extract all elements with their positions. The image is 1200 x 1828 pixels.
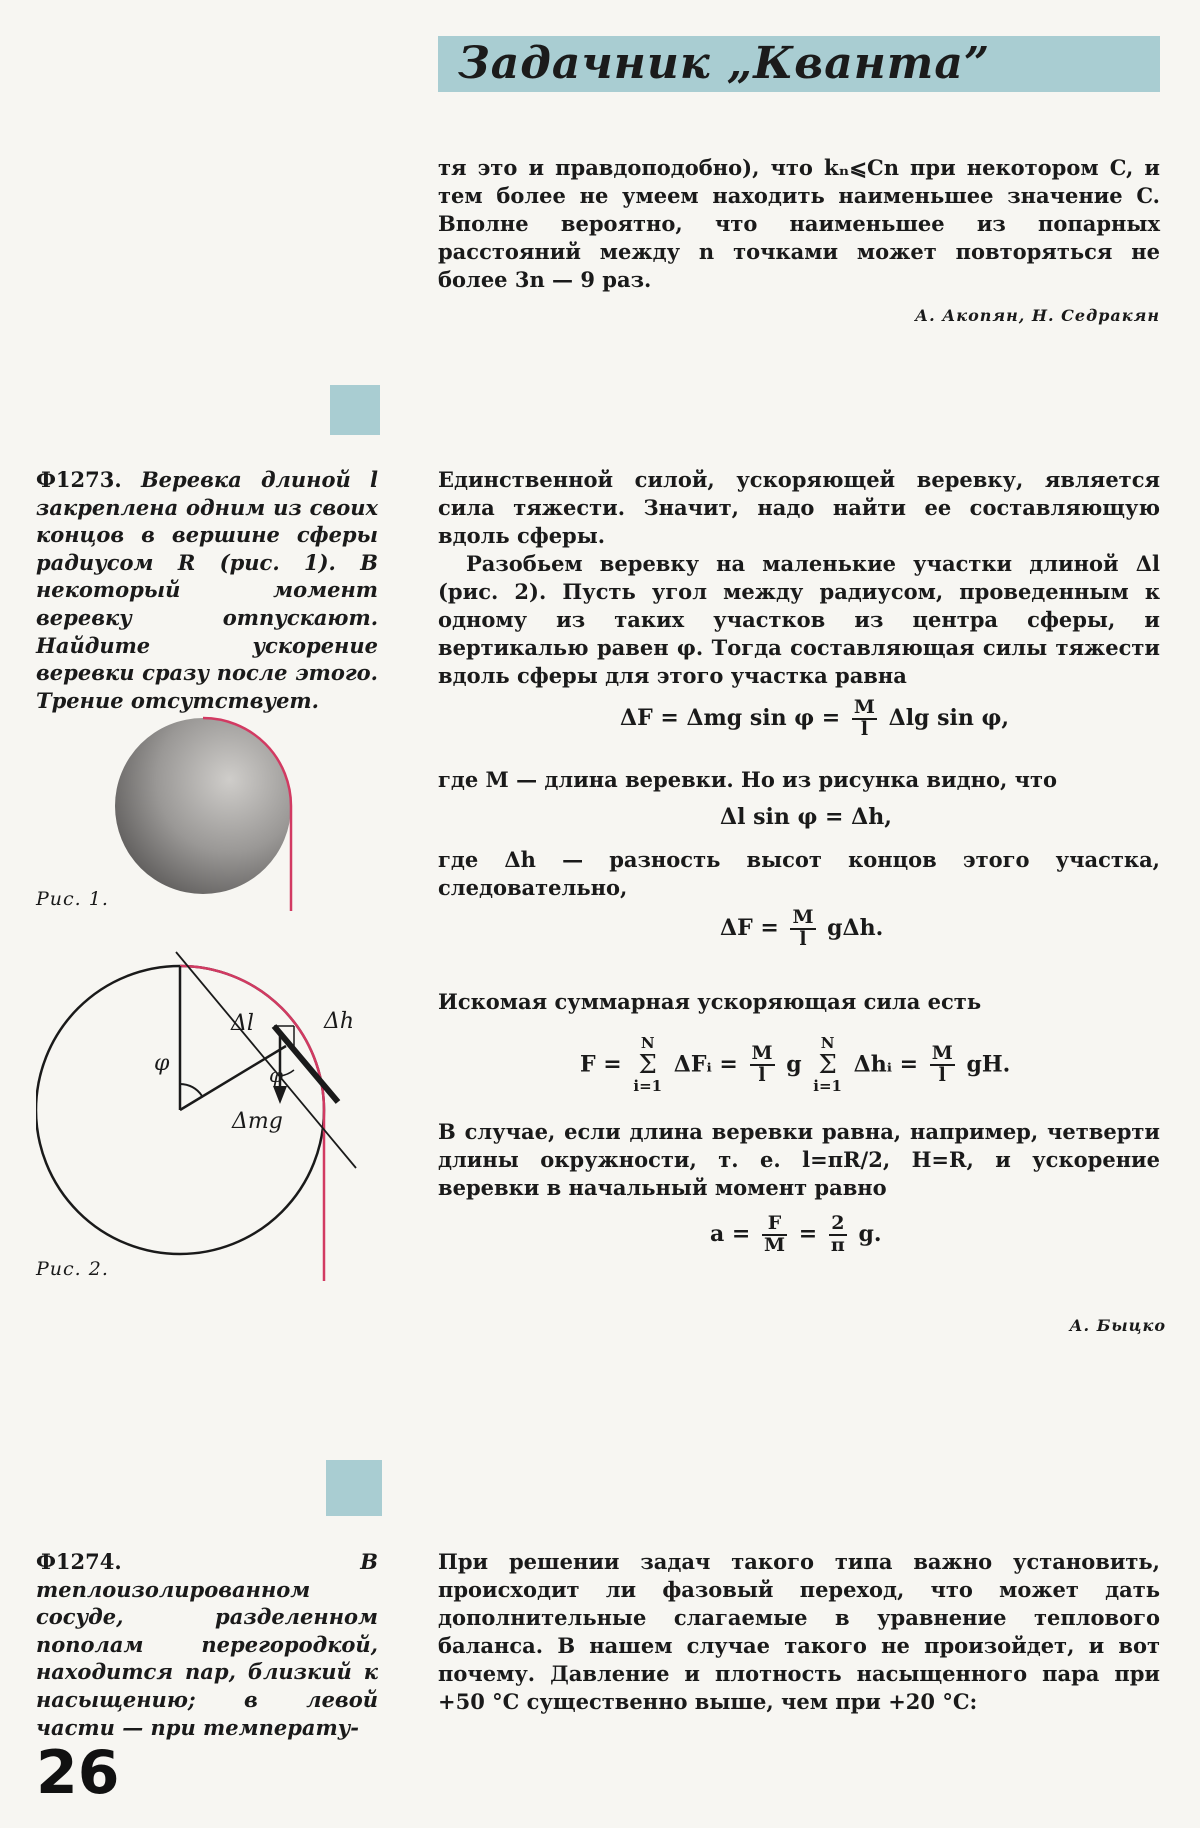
equation-2: Δl sin φ = Δh, [720, 804, 892, 830]
solution-paragraph-2: Разобьем веревку на маленькие участки длиной Δl (рис. 2). Пусть угол между радиусом, проведенным к одному из таких участков из центра сферы, и вертикалью равен φ. Тогда составляющая силы тяжести вдоль сферы для этого участка равна [438, 551, 1160, 688]
eq5-fraction-2: $\frac{2}{\pi}$ [830, 1212, 845, 1256]
intro-text: тя это и правдоподобно), что kₙ⩽Cn при некотором C, и тем более не умеем находить наименьшее значение C. Вполне вероятно, что наименьшее из попарных расстояний между n точками может повторяться не более 3n — 9 раз. [438, 155, 1160, 292]
solution-f1274-paragraph-1: При решении задач такого типа важно установить, происходит ли фазовый переход, что может дать дополнительные слагаемые в уравнение теплового баланса. В нашем случае такого не произойдет, и вот почему. Давление и плотность насыщенного пара при +50 °C существенно выше, чем при +20 °C: [438, 1549, 1160, 1714]
eq4-part-e: gH. [966, 1051, 1011, 1078]
solution-author: А. Быцко [1069, 1316, 1166, 1335]
eq4-sum-1: N Σ i=1 [633, 1034, 663, 1096]
solution-paragraph-5: Искомая суммарная ускоряющая сила есть [438, 989, 982, 1014]
eq4-fraction-2: $\frac{M}{l}$ [931, 1042, 953, 1087]
eq5-right: g. [858, 1220, 882, 1247]
problem-text: Веревка длиной l закреплена одним из своих концов в вершине сферы радиусом R (рис. 1). В некоторый момент веревку отпускают. Найдите ускорение веревки сразу после этого. Трение отсутствует. [36, 467, 378, 713]
problem-number: Ф1273. [36, 467, 122, 492]
eq1-right: Δlg sin φ, [888, 704, 1010, 731]
solution-paragraph-6: В случае, если длина веревки равна, например, четверти длины окружности, т. е. l=πR/2, H=R, и ускорение веревки в начальный момент равно [438, 1119, 1160, 1200]
problem-f1274-statement [36, 1548, 378, 1741]
figure-1 [100, 706, 320, 911]
section-marker [326, 1460, 382, 1516]
problem-number: Ф1274. [36, 1549, 122, 1574]
eq4-part-d: Δhᵢ = [853, 1051, 919, 1078]
problem-text: В теплоизолированном сосуде, разделенном пополам перегородкой, находится пар, близкий к насыщению; в левой части — при температу- [36, 1549, 378, 1740]
figure-1-caption: Рис. 1. [36, 888, 109, 910]
page-number: 26 [36, 1738, 120, 1808]
section-marker [330, 385, 380, 435]
eq4-part-a: F = [580, 1051, 622, 1078]
figure-2 [36, 946, 376, 1281]
equation-4 [580, 1036, 1010, 1095]
eq3-fraction: $\frac{M}{l}$ [792, 906, 814, 950]
equation-1 [620, 698, 1009, 740]
problem-f1273-statement [36, 466, 378, 714]
delta-h-label: Δh [324, 1009, 355, 1034]
eq1-fraction: $\frac{M}{l}$ [853, 696, 875, 740]
eq5-mid: = [798, 1220, 818, 1247]
eq4-fraction-1: $\frac{M}{l}$ [751, 1042, 773, 1087]
figure-2-caption: Рис. 2. [36, 1258, 109, 1280]
eq4-part-b: ΔFᵢ = [673, 1051, 738, 1078]
eq4-sum-2: N Σ i=1 [813, 1034, 842, 1096]
solution-paragraph-1: Единственной силой, ускоряющей веревку, является сила тяжести. Значит, надо найти ее составляющую вдоль сферы. [438, 467, 1160, 548]
eq5-left: a = [710, 1220, 751, 1247]
phi-label: φ [154, 1051, 170, 1076]
delta-l-label: Δl [231, 1011, 254, 1036]
delta-mg-label: Δmg [232, 1109, 283, 1134]
phi-label-2: φ [269, 1063, 284, 1087]
intro-author: А. Акопян, Н. Седракян [915, 306, 1160, 325]
eq1-left: ΔF = Δmg sin φ = [620, 704, 841, 731]
equation-3 [720, 908, 883, 950]
angle-arc [180, 1084, 202, 1096]
eq3-right: gΔh. [827, 914, 884, 941]
eq5-fraction-1: $\frac{F}{M}$ [764, 1212, 786, 1256]
solution-paragraph-3: где M — длина веревки. Но из рисунка видно, что [438, 767, 1057, 792]
equation-5 [710, 1214, 882, 1256]
header-banner [438, 36, 1160, 92]
eq4-part-c: g [786, 1051, 802, 1078]
force-arrow-head [273, 1086, 287, 1104]
tangent-line [176, 952, 356, 1168]
solution-paragraph-4: где Δh — разность высот концов этого участка, следовательно, [438, 847, 1160, 900]
banner-title: Задачник „Кванта” [458, 38, 991, 89]
eq3-left: ΔF = [720, 914, 779, 941]
